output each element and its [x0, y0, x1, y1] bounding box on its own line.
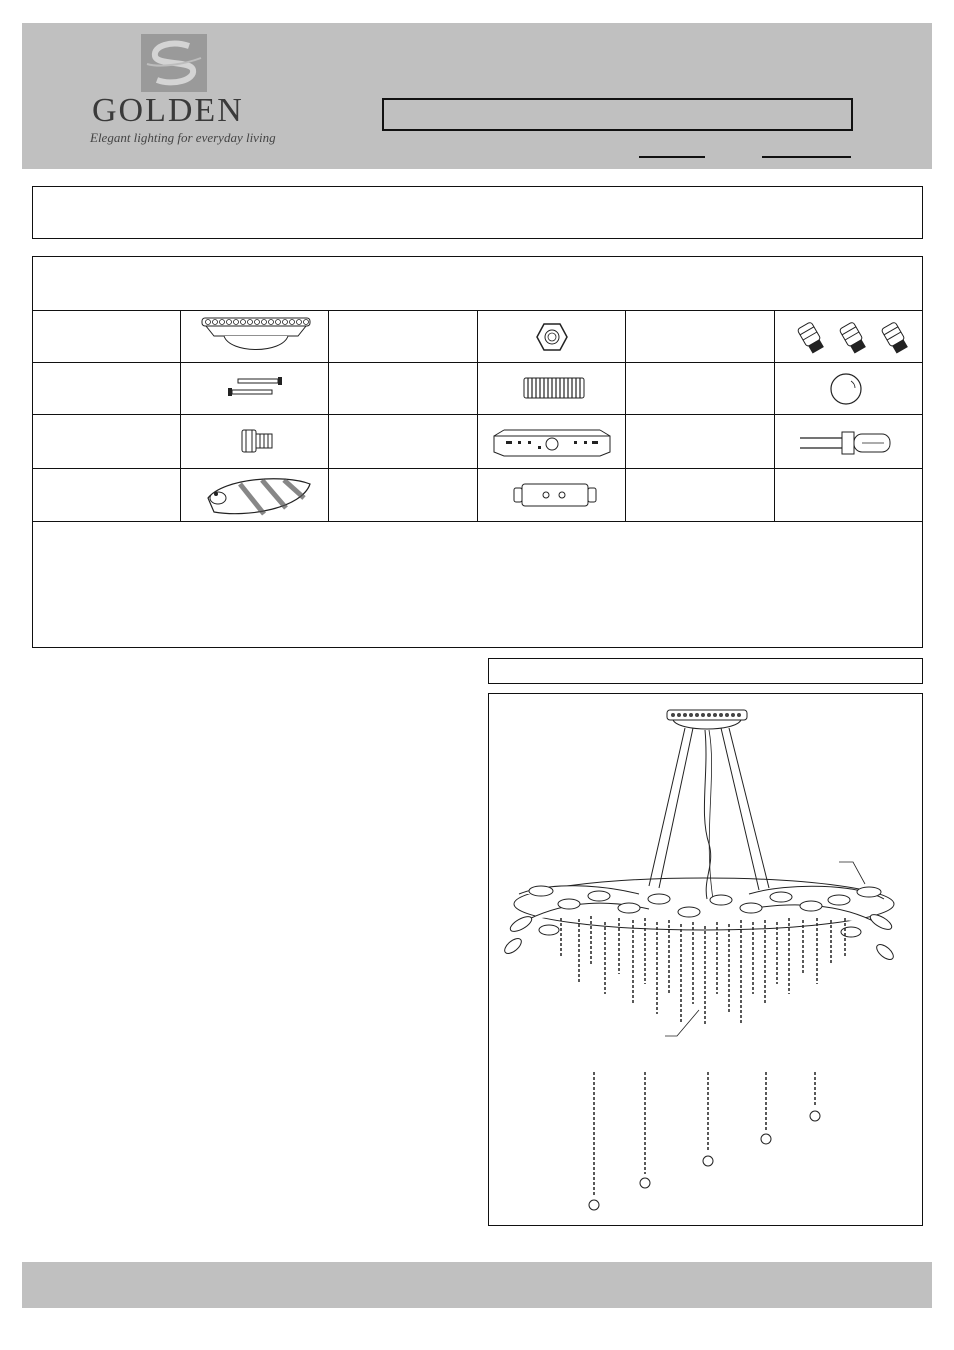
brand-name: GOLDEN — [92, 92, 244, 129]
notice-box — [32, 186, 923, 239]
parts-grid-line — [180, 310, 181, 521]
screws-icon — [226, 376, 284, 400]
leaf-shade-icon — [204, 474, 314, 518]
product-title-box — [382, 98, 853, 131]
parts-grid-line — [477, 310, 478, 521]
mounting-bar-icon — [492, 428, 612, 458]
brand-tagline: Elegant lighting for everyday living — [90, 130, 276, 145]
diagram-box — [488, 693, 923, 1226]
canopy-icon — [196, 314, 316, 358]
diagram-heading-box — [488, 658, 923, 684]
logo-icon — [141, 34, 207, 92]
hex-nut-icon — [536, 322, 568, 352]
parts-grid-line — [625, 310, 626, 521]
field-line-1 — [639, 156, 705, 158]
coupling-icon — [510, 480, 600, 510]
field-line-2 — [762, 156, 851, 158]
bulb-icon — [829, 372, 863, 406]
instructions-column — [32, 660, 472, 1220]
g9-bulb-icon — [798, 428, 898, 458]
parts-grid-line — [328, 310, 329, 521]
parts-grid-line — [774, 310, 775, 521]
footer-band — [22, 1262, 932, 1308]
wire-connectors-icon — [792, 318, 916, 356]
threaded-nipple-icon — [522, 375, 586, 401]
parts-grid-line — [32, 521, 923, 522]
set-screw-icon — [240, 428, 274, 454]
chandelier-diagram-icon — [489, 694, 921, 1224]
